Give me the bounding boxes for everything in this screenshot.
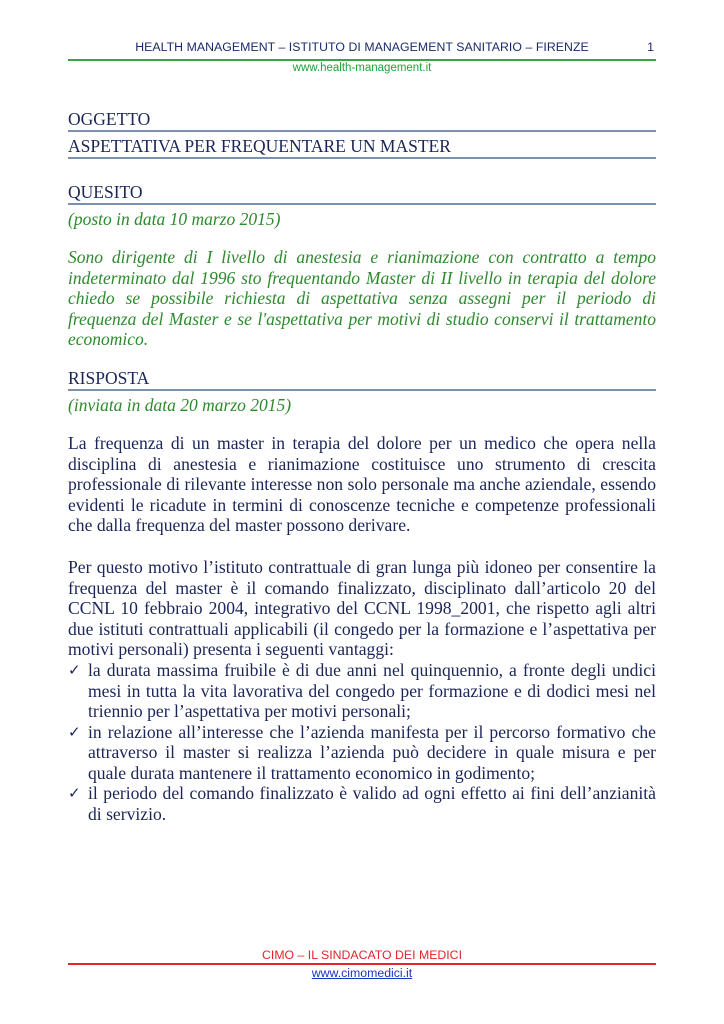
quesito-heading: QUESITO xyxy=(68,181,656,205)
bullet-text: in relazione all’interesse che l’azienda manifesta per il percorso formativo che attraverso il master si realizza l’azienda può decidere in quale misura e per quale durata mantenere il trattamento economico in godimento; xyxy=(88,721,656,783)
risposta-heading: RISPOSTA xyxy=(68,367,656,391)
oggetto-heading: OGGETTO xyxy=(68,108,656,132)
bullet-text: la durata massima fruibile è di due anni nel quinquennio, a fronte degli undici mesi in tutta la vita lavorativa del congedo per formazione e di dodici mesi nel triennio per l’aspettativa per motivi personali; xyxy=(88,659,656,722)
risposta-paragraph-2: Per questo motivo l’istituto contrattuale di gran lunga più idoneo per consentire la frequenza del master è il comando finalizzato, disciplinato dall’articolo 20 del CCNL 10 febbraio 2004, integrativo del CCNL 1998_2001, che rispetto agli altri due istituti contrattuali applicabili (il congedo per la formazione e l’aspettativa per motivi personali) presenta i seguenti vantaggi: xyxy=(68,556,656,660)
oggetto-subject: ASPETTATIVA PER FREQUENTARE UN MASTER xyxy=(68,135,656,159)
checkmark-icon: ✓ xyxy=(68,722,81,741)
document-body xyxy=(68,108,656,825)
list-item xyxy=(68,722,656,784)
quesito-text: Sono dirigente di I livello di anestesia e rianimazione con contratto a tempo indeterminato dal 1996 sto frequentando Master di II livello in terapia del dolore chiedo se possibile richiesta di aspettativa senza assegni per il periodo di frequenza del Master e se l'aspettativa per motivi di studio conservi il trattamento economico. xyxy=(68,247,656,350)
quesito-date: (posto in data 10 marzo 2015) xyxy=(68,209,281,229)
header-title: HEALTH MANAGEMENT – ISTITUTO DI MANAGEMENT SANITARIO – FIRENZE xyxy=(135,40,589,54)
checkmark-icon: ✓ xyxy=(68,784,81,803)
header-url[interactable]: www.health-management.it xyxy=(292,62,432,74)
list-item xyxy=(68,660,656,722)
header-divider xyxy=(68,59,656,61)
footer-title: CIMO – IL SINDACATO DEI MEDICI xyxy=(262,948,462,962)
page-footer xyxy=(68,948,656,980)
footer-url[interactable]: www.cimomedici.it xyxy=(311,966,413,980)
footer-divider xyxy=(68,963,656,965)
risposta-date: (inviata in data 20 marzo 2015) xyxy=(68,394,292,415)
checkmark-icon: ✓ xyxy=(68,660,81,679)
page-header xyxy=(68,40,656,74)
list-item xyxy=(68,783,656,824)
page-number: 1 xyxy=(647,40,654,54)
risposta-paragraph-1: La frequenza di un master in terapia del dolore per un medico che opera nella disciplina di anestesia e rianimazione costituisce uno strumento di crescita professionale di rilevante interesse non solo personale ma anche aziendale, essendo evidenti le ricadute in termini di conoscenze tecniche e competenze professionali che dalla frequenza del master possono derivare. xyxy=(68,432,656,536)
bullet-text: il periodo del comando finalizzato è valido ad ogni effetto ai fini dell’anzianità di servizio. xyxy=(88,783,656,825)
